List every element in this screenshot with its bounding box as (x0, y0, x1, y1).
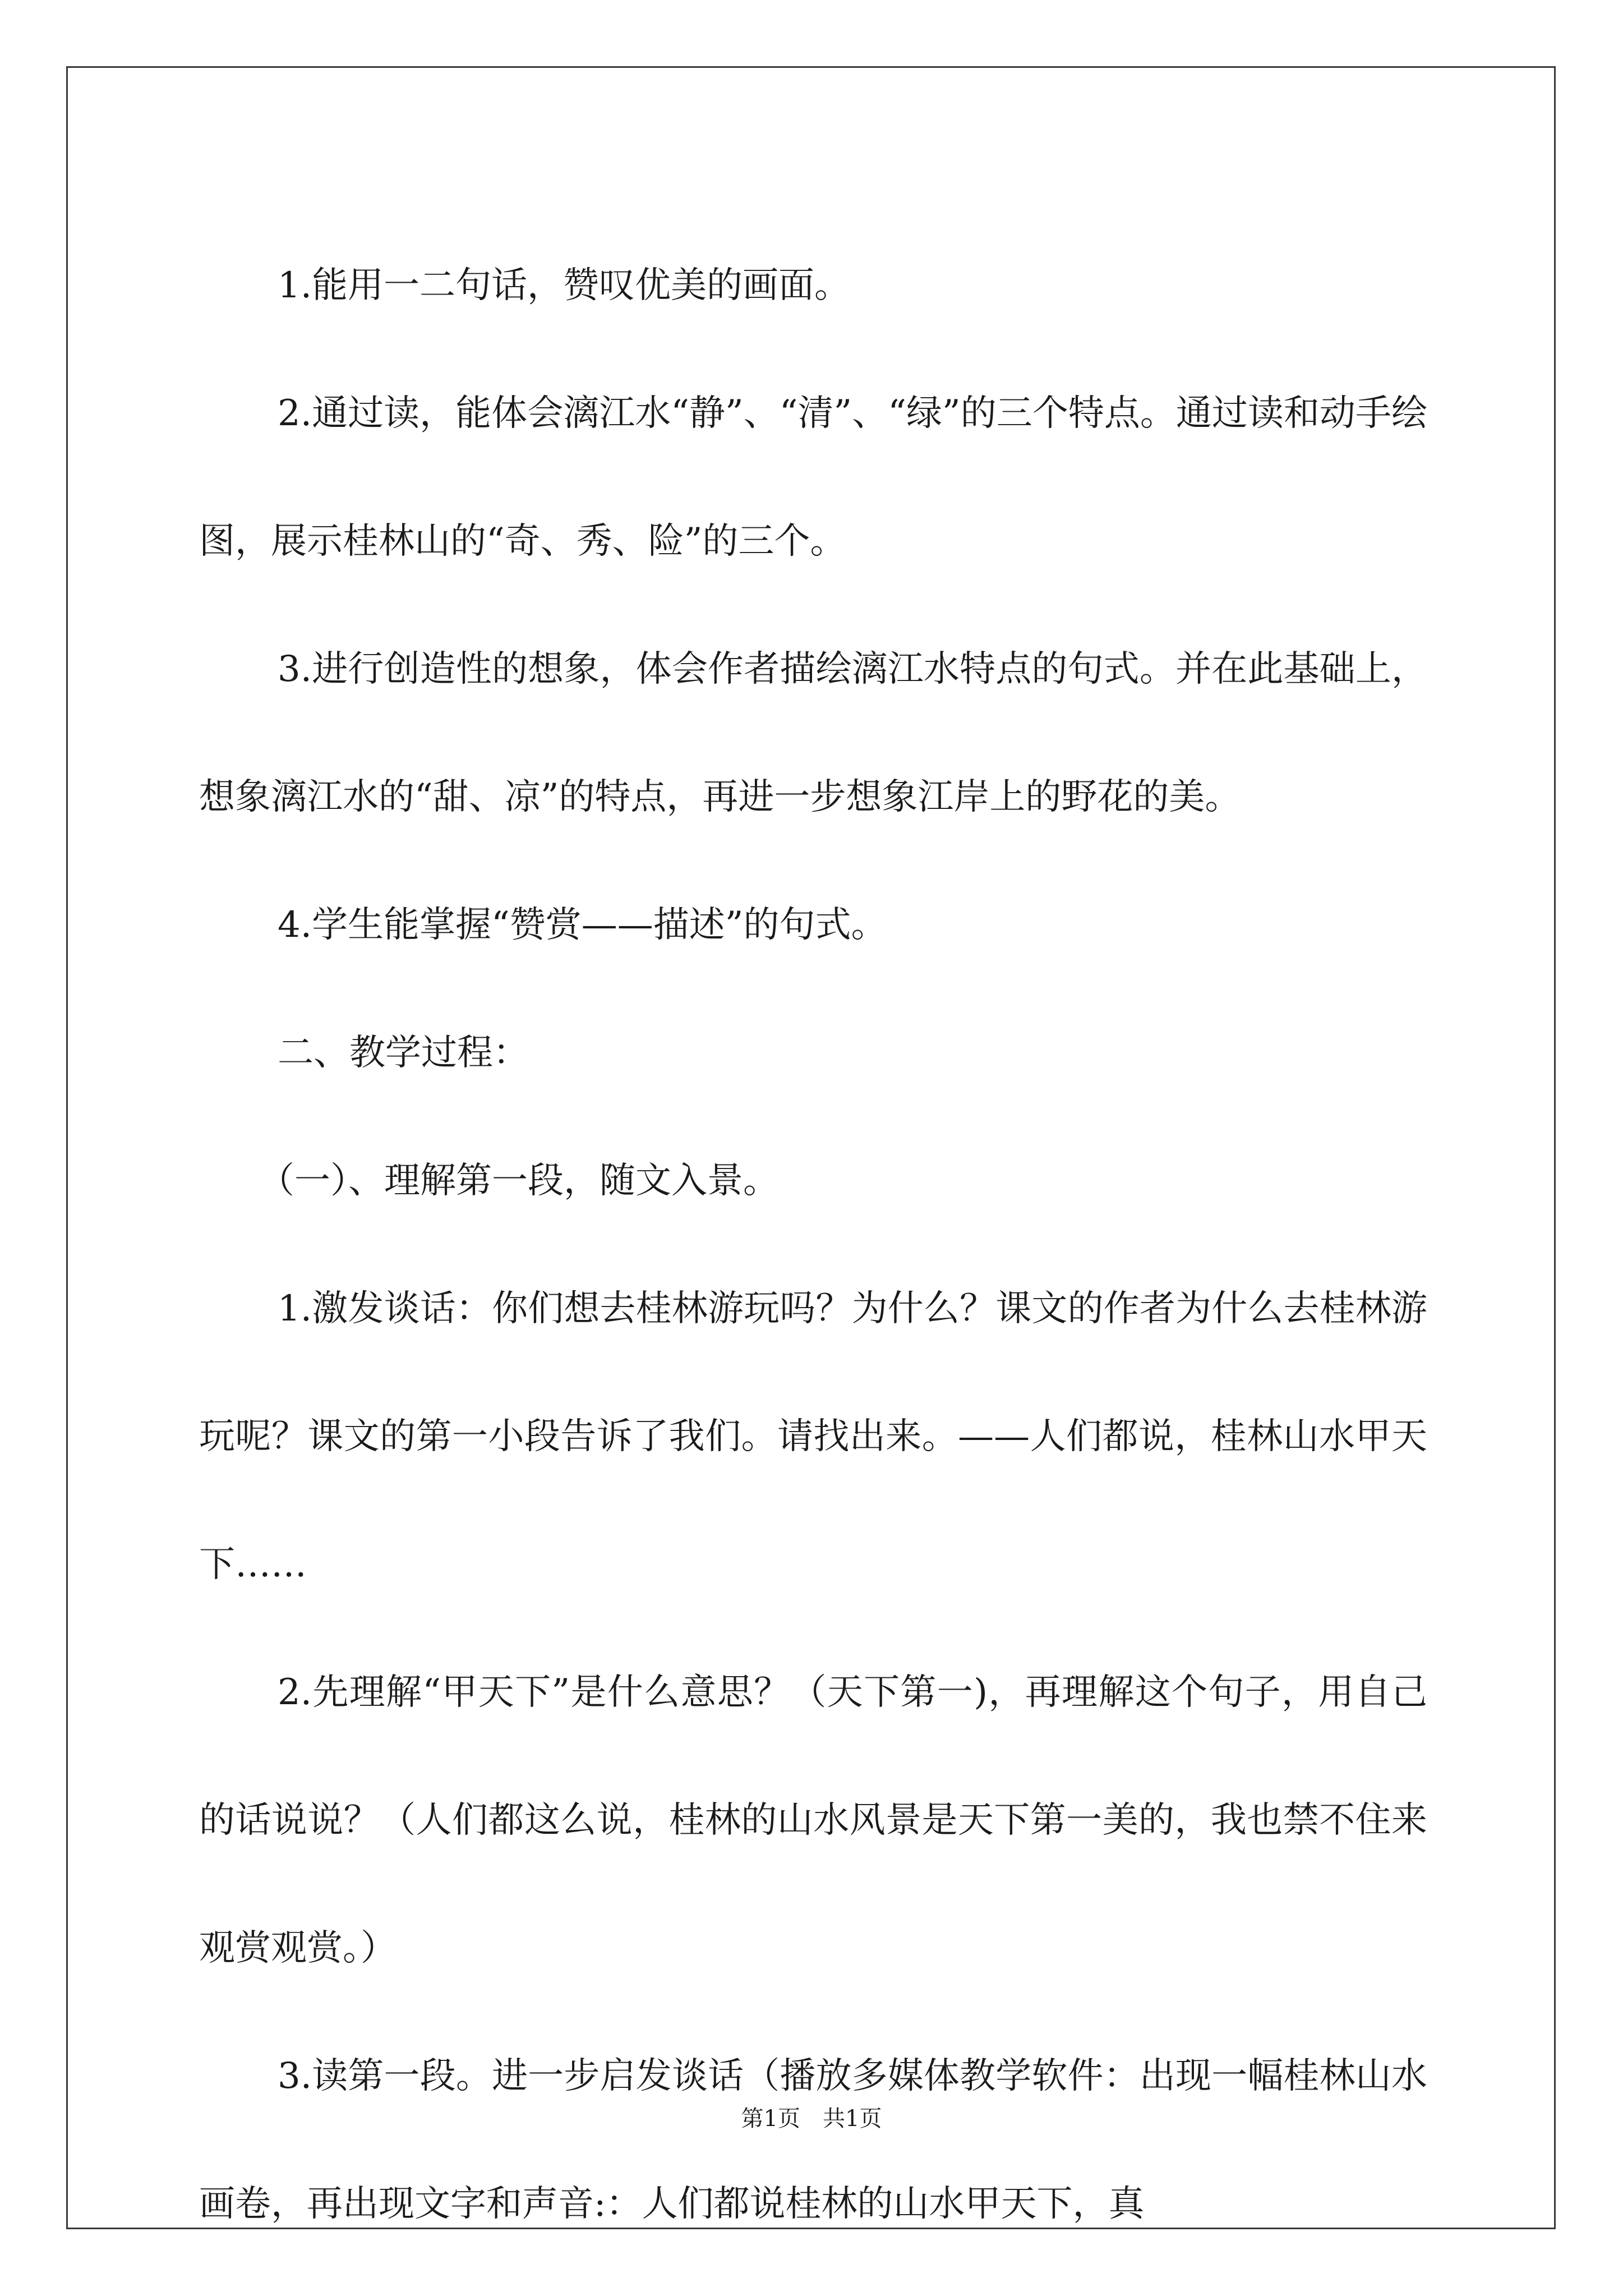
subsection-heading-1: （一）、理解第一段，随文入景。 (259, 1160, 779, 1202)
paragraph-goal-3: 3.进行创造性的想象，体会作者描绘漓江水特点的句式。并在此基础上，想象漓江水的“甜、凉”的特点，再进一步想象江岸上的野花的美。 (199, 648, 1427, 818)
section-heading-process: 二、教学过程： (278, 1032, 529, 1074)
paragraph-step-2: 2.先理解“甲天下”是什么意思？（天下第一)，再理解这个句子，用自己的话说说？（人们都这么说，桂林的山水风景是天下第一美的，我也禁不住来观赏观赏。） (199, 1672, 1427, 1969)
paragraph-goal-2: 2.通过读，能体会漓江水“静”、“清”、“绿”的三个特点。通过读和动手绘图，展示桂林山的“奇、秀、险”的三个。 (199, 393, 1427, 562)
paragraph-goal-4: 4.学生能掌握“赞赏——描述”的句式。 (278, 904, 887, 946)
document-body (199, 222, 1427, 2268)
paragraph-goal-1: 1.能用一二句话，赞叹优美的画面。 (278, 265, 851, 306)
paragraph-step-1: 1.激发谈话：你们想去桂林游玩吗？为什么？课文的作者为什么去桂林游玩呢？课文的第一小段告诉了我们。请找出来。——人们都说，桂林山水甲天下…… (199, 1288, 1427, 1585)
paragraph-step-3: 3.读第一段。进一步启发谈话（播放多媒体教学软件：出现一幅桂林山水画卷，再出现文字和声音:：人们都说桂林的山水甲天下，真 (199, 2055, 1427, 2225)
page-footer: 第1页 共1页 (741, 2106, 882, 2132)
